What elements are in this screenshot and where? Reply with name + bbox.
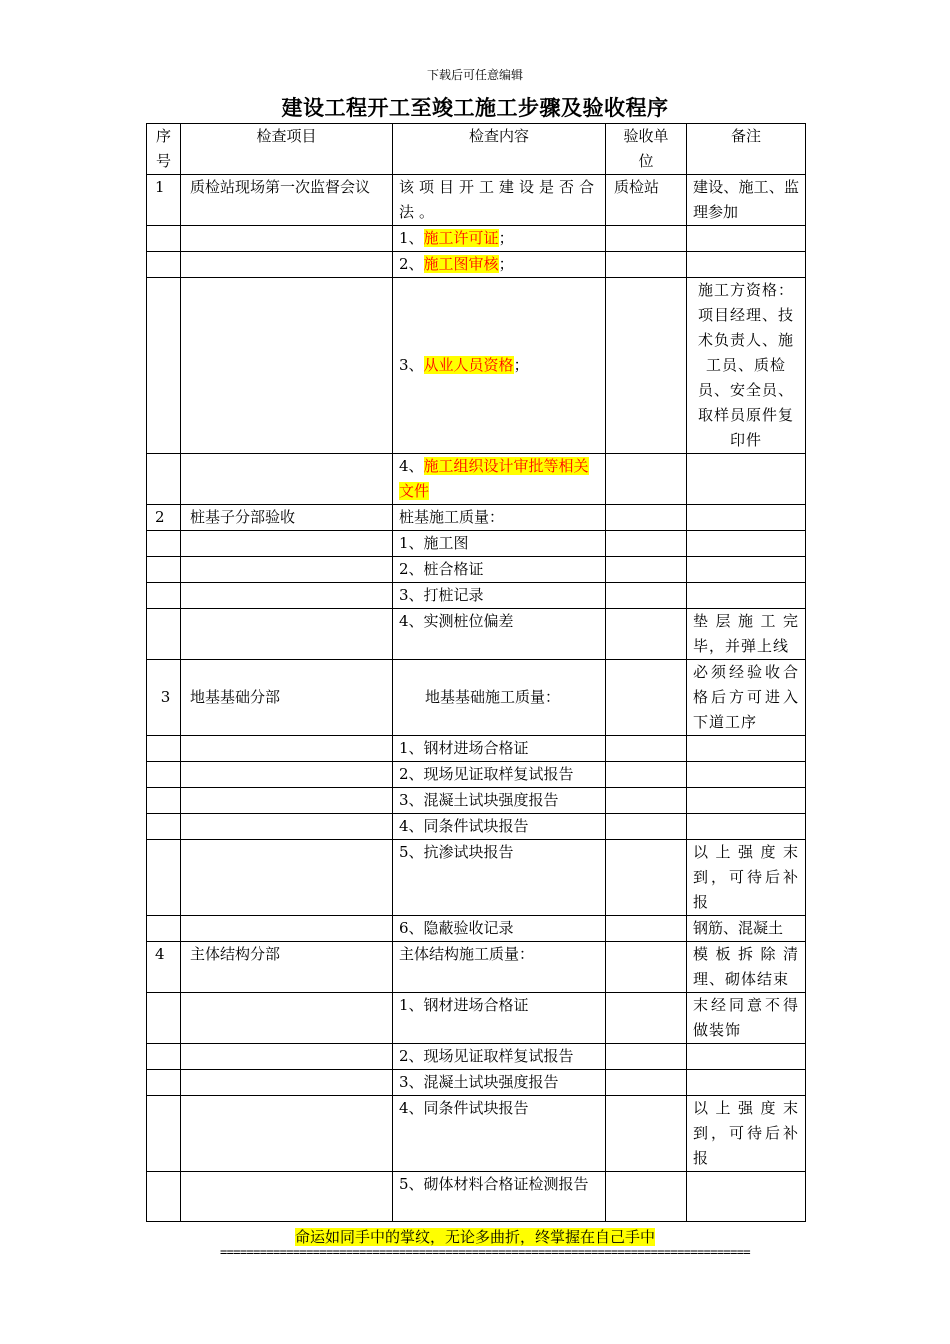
content-text: 2、桩合格证 [399,560,484,578]
header-note: 下载后可任意编辑 [426,68,523,82]
content-text: 5、抗渗试块报告 [399,843,514,861]
cell-content [393,1044,606,1070]
cell-unit: 质检站 [606,175,687,226]
table-row [147,993,806,1044]
cell-unit [606,660,687,736]
cell-item: 质检站现场第一次监督会议 [181,175,393,226]
cell-item: 桩基子分部验收 [181,505,393,531]
table-row [147,226,806,252]
cell-unit [606,609,687,660]
cell-note [687,226,806,252]
content-highlight: 从业人员资格 [423,356,514,374]
cell-seq: 1 [147,175,181,226]
table-row [147,660,806,736]
cell-seq [147,736,181,762]
header-content: 检查内容 [393,124,606,175]
cell-note [687,814,806,840]
content-text: 3、混凝土试块强度报告 [399,1073,559,1091]
cell-seq [147,1096,181,1172]
cell-item [181,1070,393,1096]
cell-unit [606,531,687,557]
content-text: 主体结构施工质量： [399,945,535,963]
table-row [147,505,806,531]
cell-content [393,1096,606,1172]
table-row [147,1172,806,1222]
content-text: 2、现场见证取样复试报告 [399,1047,574,1065]
content-text: 地基基础施工质量： [425,688,561,706]
cell-seq [147,1044,181,1070]
content-text: 4、 [399,457,424,475]
table-row [147,531,806,557]
cell-content [393,660,606,736]
cell-item [181,252,393,278]
cell-seq [147,814,181,840]
cell-seq [147,788,181,814]
table-row [147,1070,806,1096]
cell-content [393,609,606,660]
cell-content [393,226,606,252]
cell-content [393,814,606,840]
content-text: 1、施工图 [399,534,469,552]
cell-note [687,454,806,505]
cell-item [181,583,393,609]
content-text: 4、实测桩位偏差 [399,612,514,630]
cell-note [687,583,806,609]
cell-item: 主体结构分部 [181,942,393,993]
cell-note [687,1070,806,1096]
cell-item: 地基基础分部 [181,660,393,736]
cell-seq [147,993,181,1044]
cell-note [687,736,806,762]
cell-unit [606,916,687,942]
cell-seq [147,916,181,942]
cell-unit [606,814,687,840]
cell-note [687,505,806,531]
content-highlight: 施工组织设计审批等相关文件 [399,457,589,500]
cell-content [393,557,606,583]
cell-seq [147,1172,181,1222]
cell-seq [147,609,181,660]
content-suffix: ； [498,229,514,247]
content-text: 4、同条件试块报告 [399,817,529,835]
cell-content [393,736,606,762]
cell-note: 末经同意不得做装饰 [687,993,806,1044]
cell-note [687,531,806,557]
content-text: 该项目开工建设是否合法。 [399,178,600,221]
content-highlight: 施工许可证 [423,229,499,247]
cell-unit [606,762,687,788]
cell-unit [606,557,687,583]
cell-note: 以上强度末到，可待后补报 [687,1096,806,1172]
cell-item [181,531,393,557]
cell-unit [606,1044,687,1070]
table-row [147,942,806,993]
cell-unit [606,736,687,762]
footer-motto [0,1226,950,1247]
cell-seq [147,252,181,278]
cell-unit [606,788,687,814]
cell-seq: 3 [147,660,181,736]
cell-content [393,993,606,1044]
document-title: 建设工程开工至竣工施工步骤及验收程序 [281,95,669,120]
cell-unit [606,252,687,278]
table-row [147,916,806,942]
table-row [147,814,806,840]
table-row [147,175,806,226]
header-unit: 验收单位 [606,124,687,175]
table-row [147,252,806,278]
cell-seq [147,557,181,583]
cell-item [181,609,393,660]
cell-note: 以上强度末到，可待后补报 [687,840,806,916]
cell-item [181,993,393,1044]
cell-content [393,454,606,505]
content-text: 2、现场见证取样复试报告 [399,765,574,783]
cell-item [181,1044,393,1070]
cell-unit [606,942,687,993]
inspection-table [146,123,806,1222]
table-row [147,454,806,505]
table-row [147,1096,806,1172]
content-suffix: ； [513,356,529,374]
cell-content [393,252,606,278]
cell-content [393,762,606,788]
table-row [147,788,806,814]
cell-note [687,1172,806,1222]
cell-item [181,788,393,814]
cell-note [687,252,806,278]
table-row [147,609,806,660]
cell-seq [147,583,181,609]
cell-note [687,557,806,583]
cell-unit [606,278,687,454]
cell-content [393,942,606,993]
cell-item [181,226,393,252]
cell-content [393,175,606,226]
cell-note: 垫层施工完毕，并弹上线 [687,609,806,660]
cell-note [687,788,806,814]
cell-content [393,505,606,531]
content-text: 桩基施工质量： [399,508,505,526]
cell-item [181,278,393,454]
header-note: 备注 [687,124,806,175]
header-item: 检查项目 [181,124,393,175]
content-text: 5、砌体材料合格证检测报告 [399,1175,589,1193]
content-text: 1、钢材进场合格证 [399,739,529,757]
cell-unit [606,226,687,252]
footer-motto-text: 命运如同手中的掌纹，无论多曲折，终掌握在自己手中 [294,1228,655,1246]
cell-unit [606,993,687,1044]
cell-content [393,916,606,942]
cell-content [393,278,606,454]
cell-seq: 4 [147,942,181,993]
cell-item [181,916,393,942]
table-row [147,1044,806,1070]
cell-item [181,454,393,505]
content-text: 3、打桩记录 [399,586,484,604]
cell-seq [147,531,181,557]
cell-note [687,762,806,788]
cell-item [181,736,393,762]
content-text: 1、 [399,229,424,247]
cell-seq [147,278,181,454]
cell-seq [147,762,181,788]
content-suffix: ； [498,255,514,273]
cell-note: 钢筋、混凝土 [687,916,806,942]
content-text: 2、 [399,255,424,273]
table-row [147,736,806,762]
cell-item [181,1096,393,1172]
cell-seq: 2 [147,505,181,531]
footer-divider: ================================================================================ [220,1245,750,1259]
cell-note: 模板拆除清理、砌体结束 [687,942,806,993]
cell-seq [147,1070,181,1096]
cell-unit [606,454,687,505]
table-row [147,840,806,916]
cell-note: 施工方资格：项目经理、技术负责人、施工员、质检员、安全员、取样员原件复印件 [687,278,806,454]
cell-item [181,814,393,840]
cell-unit [606,1070,687,1096]
table-row [147,762,806,788]
cell-item [181,762,393,788]
table-row [147,557,806,583]
content-text: 6、隐蔽验收记录 [399,919,514,937]
cell-content [393,788,606,814]
cell-unit [606,1096,687,1172]
cell-item [181,557,393,583]
header-seq: 序号 [147,124,181,175]
cell-unit [606,1172,687,1222]
table-row [147,583,806,609]
cell-note [687,1044,806,1070]
table-header-row [147,124,806,175]
cell-content [393,531,606,557]
cell-content [393,1172,606,1222]
content-text: 3、混凝土试块强度报告 [399,791,559,809]
table-row [147,278,806,454]
cell-note: 必须经验收合格后方可进入下道工序 [687,660,806,736]
cell-unit [606,583,687,609]
content-text: 4、同条件试块报告 [399,1099,529,1117]
cell-note: 建设、施工、监理参加 [687,175,806,226]
cell-item [181,1172,393,1222]
cell-content [393,583,606,609]
cell-unit [606,840,687,916]
cell-content [393,1070,606,1096]
content-text: 1、钢材进场合格证 [399,996,529,1014]
cell-seq [147,226,181,252]
cell-unit [606,505,687,531]
content-text: 3、 [399,356,424,374]
cell-content [393,840,606,916]
cell-seq [147,454,181,505]
cell-item [181,840,393,916]
content-highlight: 施工图审核 [423,255,499,273]
cell-seq [147,840,181,916]
